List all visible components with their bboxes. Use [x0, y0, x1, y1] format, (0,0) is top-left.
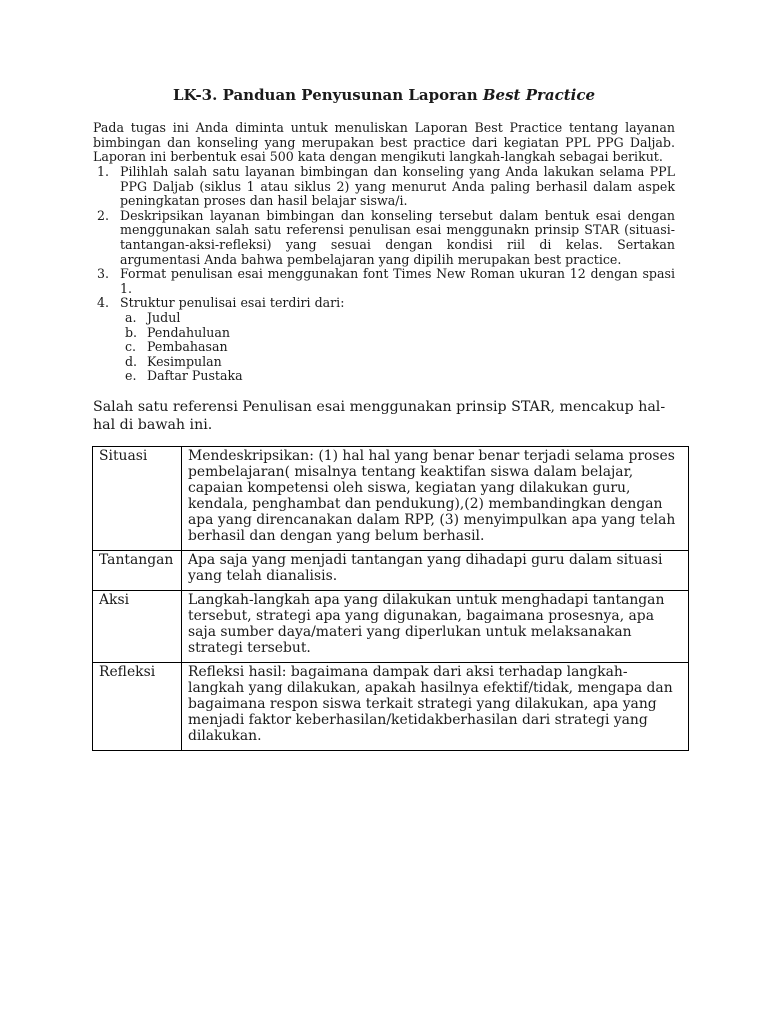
table-row: [93, 551, 689, 591]
step-text: Pilihlah salah satu layanan bimbingan dan konseling yang Anda lakukan selama PPL PPG Daljab (siklus 1 atau siklus 2) yang menurut Anda paling berhasil dalam aspek peningkatan proses dan hasil belajar siswa/i.: [120, 164, 675, 209]
star-table: [92, 446, 689, 751]
structure-item: [120, 340, 675, 355]
star-desc-cell: Mendeskripsikan: (1) hal hal yang benar benar terjadi selama proses pembelajaran( misalnya tentang keaktifan siswa dalam belajar, capaian kompetensi oleh siswa, kegiatan yang dilakukan guru, kendala, penghambat dan pendukung),(2) membandingkan dengan apa yang direncanakan dalam RPP, (3) menyimpulkan apa yang telah berhasil dan dengan yang belum berhasil.: [182, 447, 689, 551]
star-key-cell: Tantangan: [93, 551, 182, 591]
star-lead-paragraph: Salah satu referensi Penulisan esai menggunakan prinsip STAR, mencakup hal-hal di bawah ini.: [93, 399, 666, 433]
structure-letter: c.: [125, 339, 137, 355]
step-text: Format penulisan esai menggunakan font Times New Roman ukuran 12 dengan spasi 1.: [120, 266, 675, 296]
table-row: [93, 663, 689, 751]
step-item: [93, 209, 675, 267]
structure-item: [120, 369, 675, 384]
step-number: 2.: [97, 207, 110, 223]
structure-text: Pendahuluan: [147, 324, 231, 340]
structure-letter: b.: [125, 324, 138, 340]
structure-letter: e.: [125, 368, 137, 384]
step-number: 3.: [97, 266, 110, 282]
star-desc-cell: Apa saja yang menjadi tantangan yang dihadapi guru dalam situasi yang telah dianalisis.: [182, 551, 689, 591]
star-desc-cell: Refleksi hasil: bagaimana dampak dari aksi terhadap langkah-langkah yang dilakukan, apakah hasilnya efektif/tidak, mengapa dan bagaimana respon siswa terkait strategi yang dilakukan, apa yang menjadi faktor keberhasilan/ketidakberhasilan dari strategi yang dilakukan.: [182, 663, 689, 751]
steps-list: [93, 165, 675, 384]
star-key-cell: Refleksi: [93, 663, 182, 751]
structure-text: Judul: [147, 309, 181, 325]
title-main: LK-3. Panduan Penyusunan Laporan: [172, 86, 483, 104]
table-row: [93, 591, 689, 663]
star-desc-cell: Langkah-langkah apa yang dilakukan untuk menghadapi tantangan tersebut, strategi apa yang digunakan, bagaimana prosesnya, apa saja sumber daya/materi yang diperlukan untuk melaksanakan strategi tersebut.: [182, 591, 689, 663]
structure-letter: d.: [125, 353, 138, 369]
intro-paragraph: Pada tugas ini Anda diminta untuk menuliskan Laporan Best Practice tentang layanan bimbingan dan konseling yang merupakan best practice dari kegiatan PPL PPG Daljab. Laporan ini berbentuk esai 500 kata dengan mengikuti langkah-langkah sebagai berikut.: [93, 120, 675, 165]
star-key-cell: Situasi: [93, 447, 182, 551]
structure-sublist: [120, 311, 675, 384]
step-item: [93, 165, 675, 209]
structure-item: [120, 311, 675, 326]
step-text: Struktur penulisai esai terdiri dari:: [120, 295, 345, 311]
structure-letter: a.: [125, 309, 137, 325]
structure-item: [120, 355, 675, 370]
step-number: 1.: [97, 164, 110, 179]
structure-text: Daftar Pustaka: [147, 368, 243, 384]
step-item: [93, 267, 675, 296]
step-item: [93, 296, 675, 384]
structure-item: [120, 326, 675, 341]
step-text: Deskripsikan layanan bimbingan dan konseling tersebut dalam bentuk esai dengan menggunakan salah satu referensi penulisan esai menggunakn prinsip STAR (situasi-tantangan-aksi-refleksi) yang sesuai dengan kondisi riil di kelas. Sertakan argumentasi Anda bahwa pembelajaran yang dipilih merupakan best practice.: [120, 207, 675, 267]
structure-text: Pembahasan: [147, 339, 228, 355]
document-title: [0, 86, 768, 104]
title-emphasis: Best Practice: [482, 86, 596, 104]
structure-text: Kesimpulan: [147, 353, 222, 369]
star-key-cell: Aksi: [93, 591, 182, 663]
table-row: [93, 447, 689, 551]
step-number: 4.: [97, 295, 110, 311]
